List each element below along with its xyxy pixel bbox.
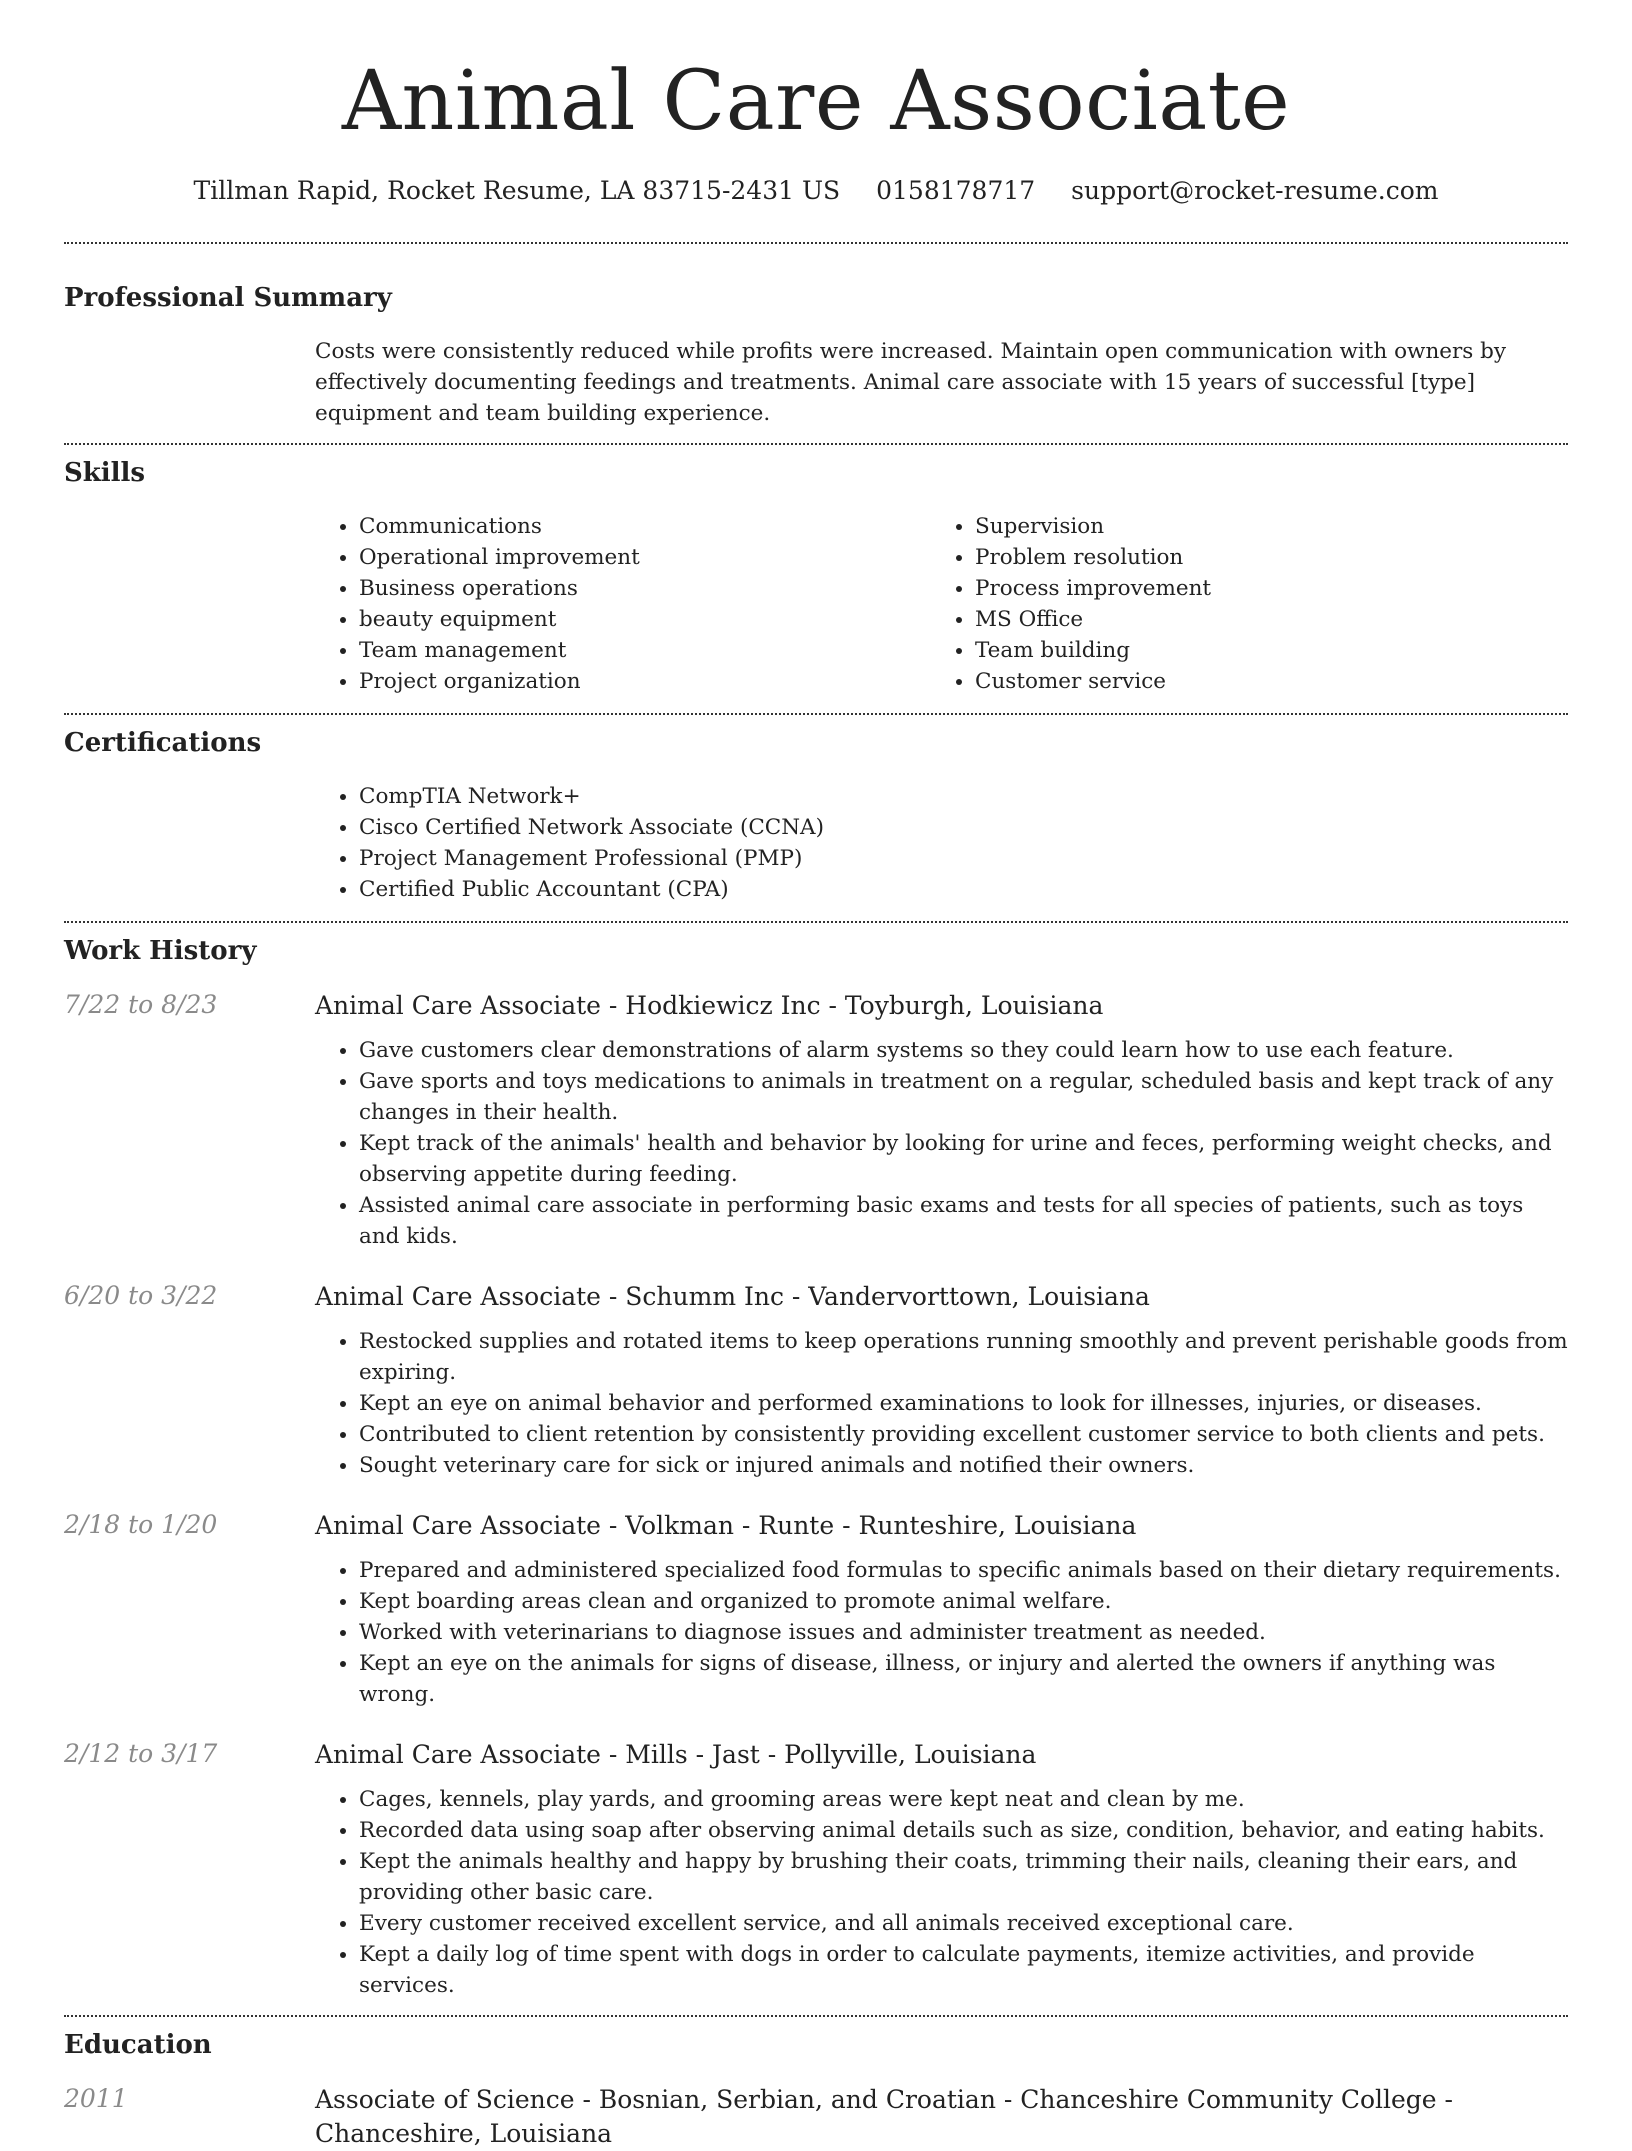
skill-item: • Project organization	[359, 666, 931, 697]
job-date: 2/18 to 1/20	[64, 1510, 218, 1539]
job-bullets	[315, 1784, 1568, 2001]
job-bullet: • Worked with veterinarians to diagnose issues and administer treatment as needed.	[359, 1617, 1568, 1648]
certifications-section	[64, 715, 1568, 921]
job-bullet: • Assisted animal care associate in performing basic exams and tests for all species of patients, such as toys and kids.	[359, 1190, 1568, 1252]
skill-item: • Team management	[359, 635, 931, 666]
skill-item: • Customer service	[975, 666, 1531, 697]
contact-line	[64, 176, 1568, 206]
job-bullet: • Prepared and administered specialized food formulas to specific animals based on their dietary requirements.	[359, 1555, 1568, 1586]
certification-item: • Certified Public Accountant (CPA)	[359, 874, 1568, 905]
job-entry	[64, 1738, 1568, 2015]
skills-list-right	[931, 511, 1531, 697]
certification-item: • Cisco Certified Network Associate (CCNA)	[359, 812, 1568, 843]
contact-email: support@rocket-resume.com	[1071, 176, 1439, 205]
skill-item: • Process improvement	[975, 573, 1531, 604]
job-bullet: • Kept the animals healthy and happy by brushing their coats, trimming their nails, cleaning their ears, and providing other basic care.	[359, 1846, 1568, 1908]
job-date: 7/22 to 8/23	[64, 990, 218, 1019]
job-bullet: • Recorded data using soap after observing animal details such as size, condition, behavior, and eating habits.	[359, 1815, 1568, 1846]
certifications-list-wrap	[315, 781, 1568, 921]
summary-section	[64, 244, 1568, 443]
skills-list-left	[315, 511, 931, 697]
contact-address: Tillman Rapid, Rocket Resume, LA 83715-2431 US	[193, 176, 841, 205]
skill-item: • Team building	[975, 635, 1531, 666]
job-entry	[64, 1509, 1568, 1710]
job-entry	[64, 1280, 1568, 1481]
certifications-list	[315, 781, 1568, 905]
job-bullet: • Kept an eye on the animals for signs of disease, illness, or injury and alerted the owners if anything was wrong.	[359, 1648, 1568, 1710]
job-bullet: • Contributed to client retention by consistently providing excellent customer service to both clients and pets.	[359, 1419, 1568, 1450]
job-bullet: • Kept boarding areas clean and organized to promote animal welfare.	[359, 1586, 1568, 1617]
section-title-summary: Professional Summary	[64, 283, 392, 313]
job-header	[64, 989, 1568, 1023]
job-header	[64, 1509, 1568, 1543]
skills-section	[64, 445, 1568, 713]
job-bullets	[315, 1035, 1568, 1252]
candidate-name: Animal Care Associate	[341, 54, 1291, 149]
job-bullet: • Cages, kennels, play yards, and grooming areas were kept neat and clean by me.	[359, 1784, 1568, 1815]
job-bullets	[315, 1555, 1568, 1710]
job-bullet: • Kept track of the animals' health and behavior by looking for urine and feces, performing weight checks, and observing appetite during feeding.	[359, 1128, 1568, 1190]
section-title-education: Education	[64, 2030, 212, 2060]
job-title: Animal Care Associate - Schumm Inc - Vandervorttown, Louisiana	[315, 1282, 1150, 1311]
job-bullet: • Sought veterinary care for sick or injured animals and notified their owners.	[359, 1450, 1568, 1481]
job-title: Animal Care Associate - Volkman - Runte - Runteshire, Louisiana	[315, 1511, 1137, 1540]
skill-item: • beauty equipment	[359, 604, 931, 635]
skill-item: • MS Office	[975, 604, 1531, 635]
skills-grid	[315, 511, 1568, 713]
job-entry	[64, 989, 1568, 1252]
education-date: 2011	[64, 2084, 128, 2113]
job-date: 6/20 to 3/22	[64, 1281, 218, 1310]
summary-text: Costs were consistently reduced while profits were increased. Maintain open communication with owners by effectively documenting feedings and treatments. Animal care associate with 15 years of successful [type] equipment and team building experience.	[315, 339, 1507, 426]
job-date: 2/12 to 3/17	[64, 1739, 218, 1768]
skill-item: • Problem resolution	[975, 542, 1531, 573]
section-title-skills: Skills	[64, 458, 146, 488]
job-bullet: • Kept a daily log of time spent with dogs in order to calculate payments, itemize activities, and provide services.	[359, 1939, 1568, 2001]
section-title-certifications: Certifications	[64, 728, 262, 758]
certification-item: • Project Management Professional (PMP)	[359, 843, 1568, 874]
job-title: Animal Care Associate - Hodkiewicz Inc - Toyburgh, Louisiana	[315, 991, 1104, 1020]
job-bullets	[315, 1326, 1568, 1481]
job-header	[64, 1738, 1568, 1772]
section-title-work-history: Work History	[64, 936, 257, 966]
job-header	[64, 1280, 1568, 1314]
education-entry	[64, 2083, 1568, 2151]
job-bullet: • Restocked supplies and rotated items to keep operations running smoothly and prevent perishable goods from expiring.	[359, 1326, 1568, 1388]
skill-item: • Communications	[359, 511, 931, 542]
work-history-section	[64, 923, 1568, 2015]
education-title: Associate of Science - Bosnian, Serbian, and Croatian - Chanceshire Community College - Chanceshire, Louisiana	[315, 2085, 1453, 2148]
job-title: Animal Care Associate - Mills - Jast - Pollyville, Louisiana	[315, 1740, 1037, 1769]
job-bullet: • Gave sports and toys medications to animals in treatment on a regular, scheduled basis and kept track of any changes in their health.	[359, 1066, 1568, 1128]
job-bullet: • Kept an eye on animal behavior and performed examinations to look for illnesses, injuries, or diseases.	[359, 1388, 1568, 1419]
certification-item: • CompTIA Network+	[359, 781, 1568, 812]
job-bullet: • Gave customers clear demonstrations of alarm systems so they could learn how to use each feature.	[359, 1035, 1568, 1066]
education-section	[64, 2017, 1568, 2151]
skill-item: • Business operations	[359, 573, 931, 604]
skill-item: • Supervision	[975, 511, 1531, 542]
job-bullet: • Every customer received excellent service, and all animals received exceptional care.	[359, 1908, 1568, 1939]
contact-phone: 0158178717	[876, 176, 1036, 205]
skill-item: • Operational improvement	[359, 542, 931, 573]
